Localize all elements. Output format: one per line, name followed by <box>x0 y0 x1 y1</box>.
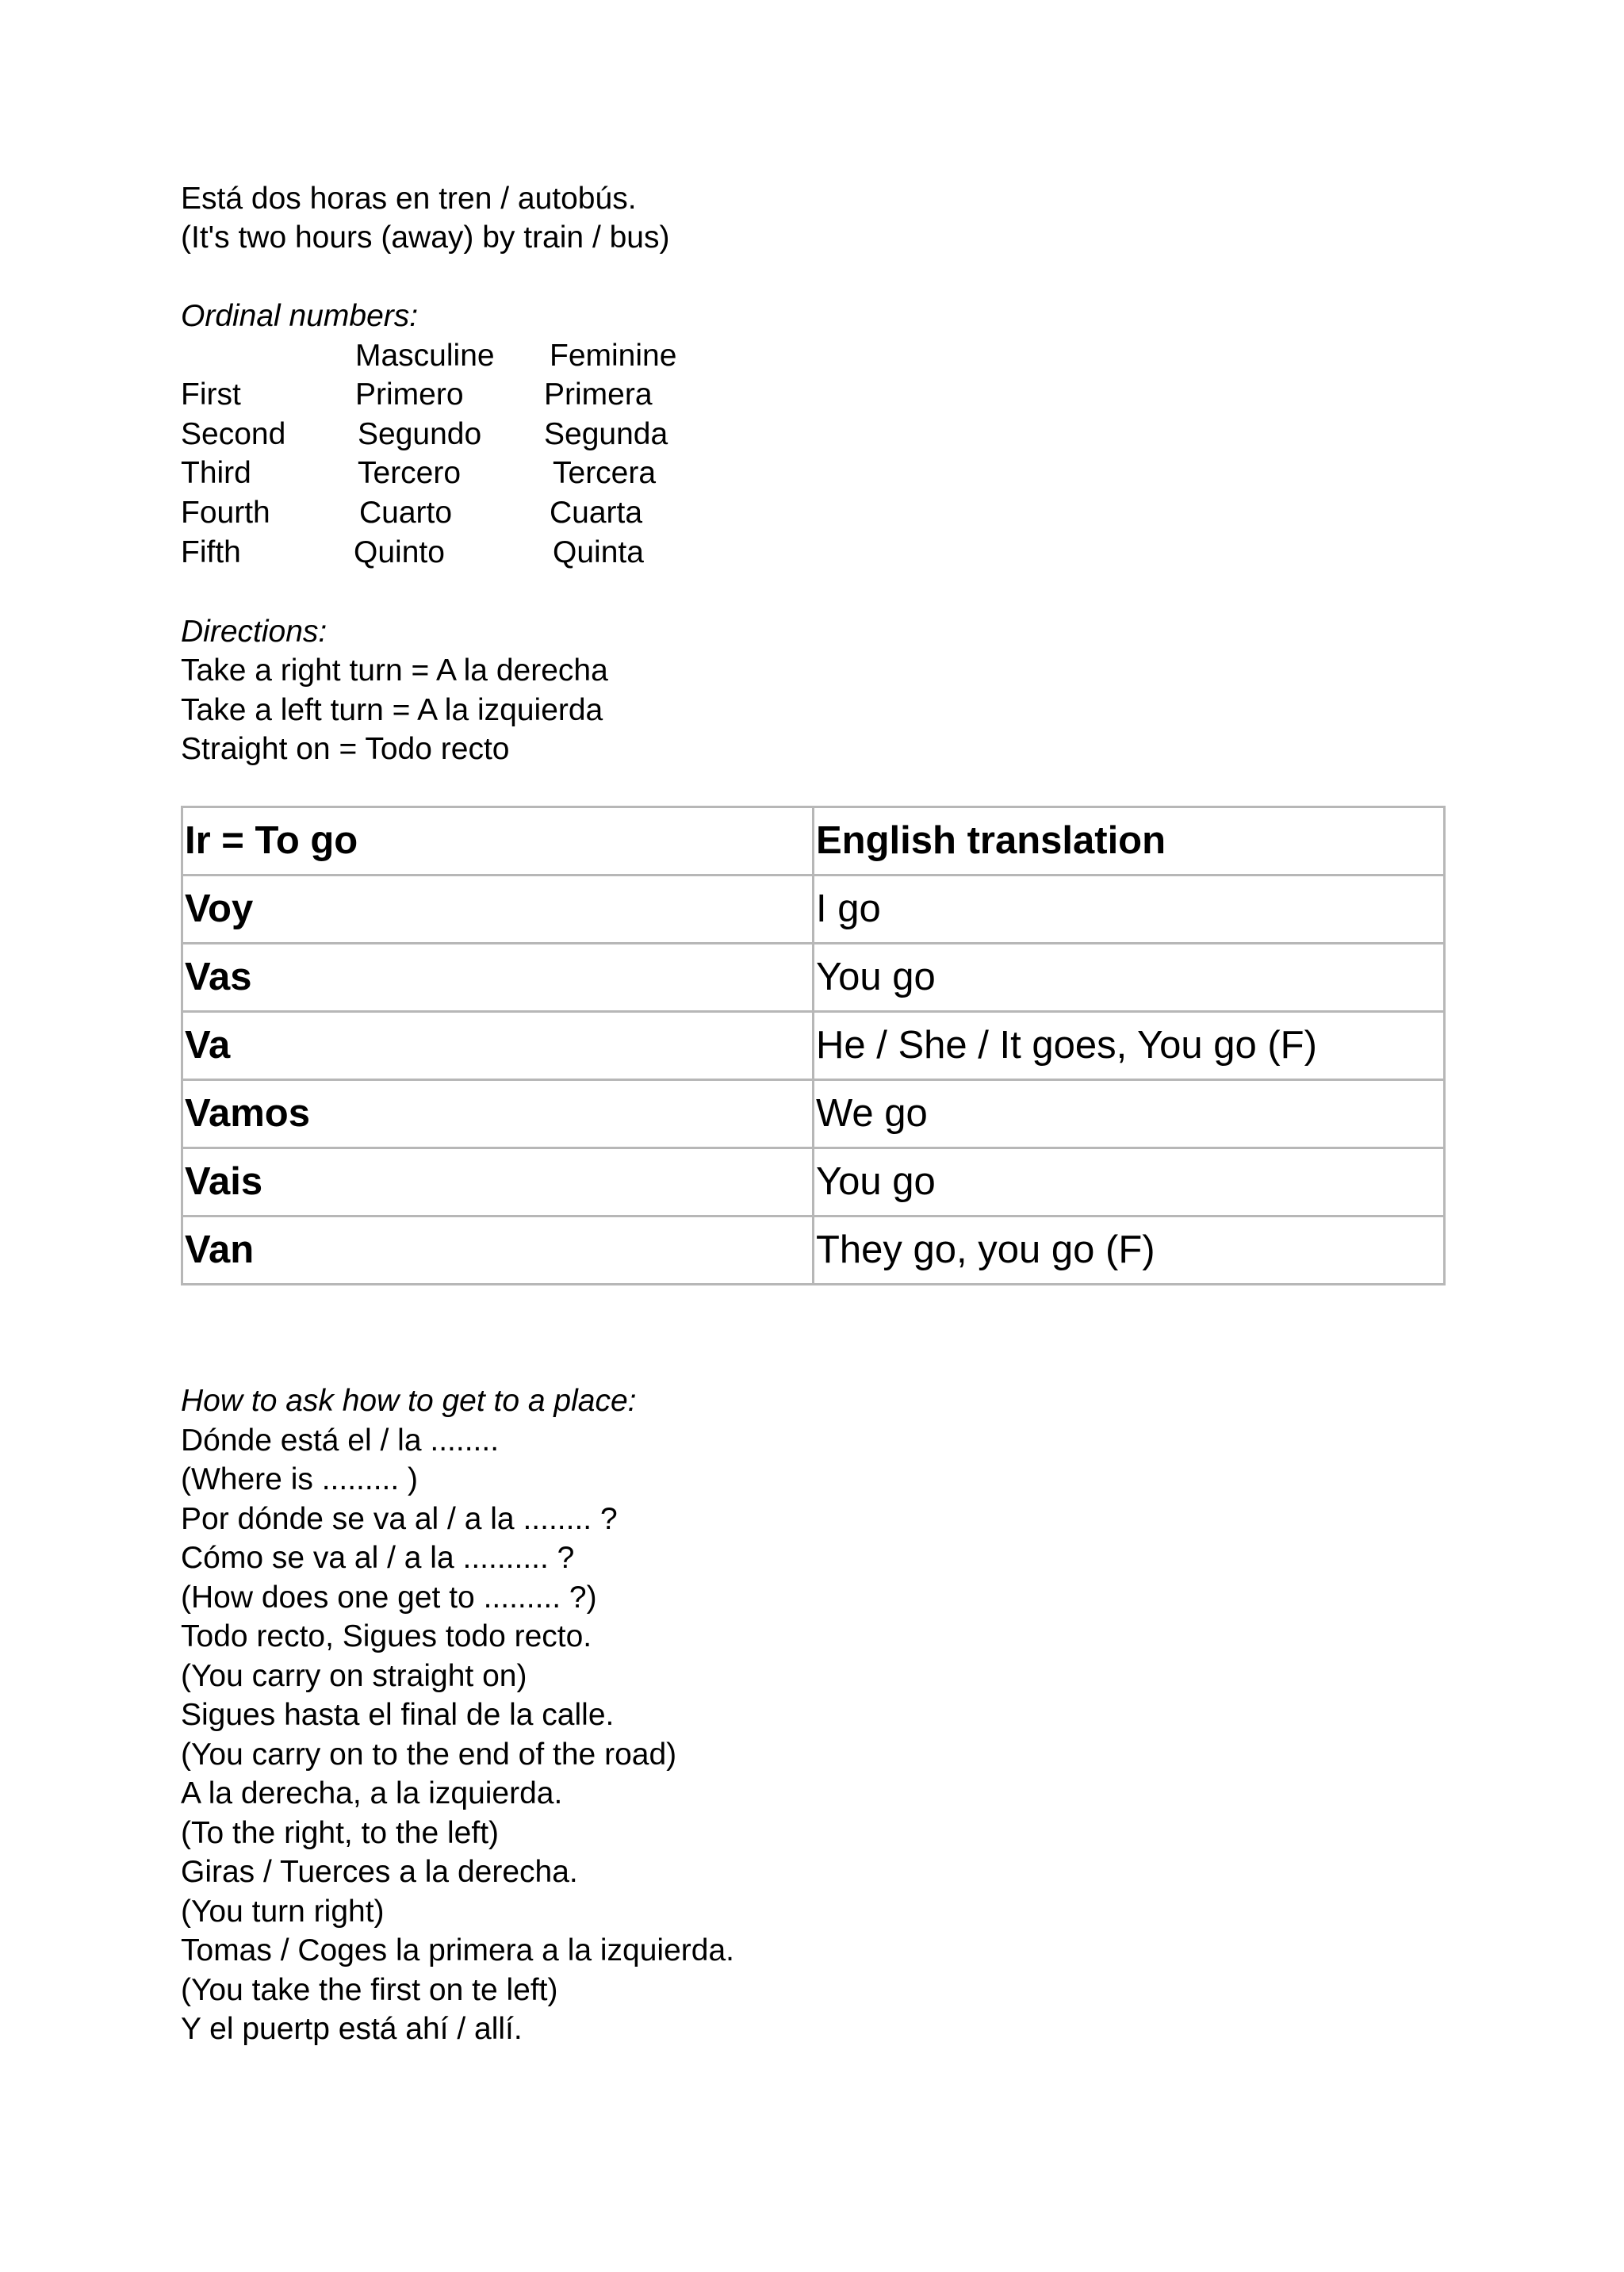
ir-conjugation-table <box>181 806 1446 1285</box>
ordinal-masculine: Quinto <box>354 535 445 569</box>
intro-line-2: (It's two hours (away) by train / bus) <box>181 220 670 255</box>
ordinal-feminine: Segunda <box>544 417 668 451</box>
table-cell-english: We go <box>814 1080 1445 1148</box>
asking-line: Todo recto, Sigues todo recto. <box>181 1619 592 1653</box>
table-cell-spanish: Van <box>182 1216 814 1285</box>
ordinal-masculine: Primero <box>355 377 464 412</box>
ordinal-english: Fifth <box>181 535 241 569</box>
table-cell-english: You go <box>814 1148 1445 1216</box>
ordinal-english: First <box>181 377 241 412</box>
table-row <box>182 875 1445 944</box>
asking-line: Tomas / Coges la primera a la izquierda. <box>181 1933 734 1967</box>
table-row <box>182 944 1445 1012</box>
ordinal-feminine: Primera <box>544 377 653 412</box>
table-row <box>182 1080 1445 1148</box>
asking-line: Por dónde se va al / a la ........ ? <box>181 1502 618 1536</box>
ordinal-english: Third <box>181 456 251 490</box>
asking-line: (How does one get to ......... ?) <box>181 1580 597 1615</box>
ordinal-masculine: Segundo <box>358 417 482 451</box>
table-cell-english: They go, you go (F) <box>814 1216 1445 1285</box>
ordinal-masculine: Cuarto <box>359 496 453 530</box>
table-row <box>182 1012 1445 1080</box>
table-cell-spanish: Vas <box>182 944 814 1012</box>
asking-line: A la derecha, a la izquierda. <box>181 1776 563 1810</box>
table-header-spanish: Ir = To go <box>182 807 814 875</box>
directions-line: Straight on = Todo recto <box>181 732 510 766</box>
table-row <box>182 1216 1445 1285</box>
asking-line: (To the right, to the left) <box>181 1816 500 1850</box>
table-cell-spanish: Va <box>182 1012 814 1080</box>
directions-heading: Directions: <box>181 615 327 649</box>
ordinal-masculine: Tercero <box>358 456 462 490</box>
asking-line: Cómo se va al / a la .......... ? <box>181 1541 575 1575</box>
asking-line: Sigues hasta el final de la calle. <box>181 1698 615 1732</box>
ordinal-english: Fourth <box>181 496 270 530</box>
table-row <box>182 1148 1445 1216</box>
table-cell-spanish: Vamos <box>182 1080 814 1148</box>
table-header-english: English translation <box>814 807 1445 875</box>
directions-line: Take a right turn = A la derecha <box>181 653 608 688</box>
asking-line: (You carry on straight on) <box>181 1659 527 1693</box>
directions-line: Take a left turn = A la izquierda <box>181 693 603 727</box>
asking-line: Giras / Tuerces a la derecha. <box>181 1855 578 1889</box>
asking-line: (You turn right) <box>181 1895 385 1929</box>
asking-heading: How to ask how to get to a place: <box>181 1384 637 1418</box>
asking-line: Dónde está el / la ........ <box>181 1423 500 1458</box>
table-cell-spanish: Voy <box>182 875 814 944</box>
ordinal-feminine: Cuarta <box>550 496 643 530</box>
ordinal-english: Second <box>181 417 286 451</box>
ordinal-feminine: Tercera <box>553 456 657 490</box>
asking-line: (You carry on to the end of the road) <box>181 1738 677 1772</box>
ordinals-col-masculine: Masculine <box>355 339 495 373</box>
ordinal-feminine: Quinta <box>553 535 644 569</box>
table-cell-spanish: Vais <box>182 1148 814 1216</box>
asking-line: (You take the first on te left) <box>181 1973 558 2007</box>
table-cell-english: He / She / It goes, You go (F) <box>814 1012 1445 1080</box>
intro-line-1: Está dos horas en tren / autobús. <box>181 182 637 216</box>
table-cell-english: I go <box>814 875 1445 944</box>
table-cell-english: You go <box>814 944 1445 1012</box>
ordinals-heading: Ordinal numbers: <box>181 299 419 333</box>
ordinals-col-feminine: Feminine <box>550 339 677 373</box>
asking-line: (Where is ......... ) <box>181 1462 419 1496</box>
table-header-row <box>182 807 1445 875</box>
asking-line: Y el puertp está ahí / allí. <box>181 2012 523 2046</box>
